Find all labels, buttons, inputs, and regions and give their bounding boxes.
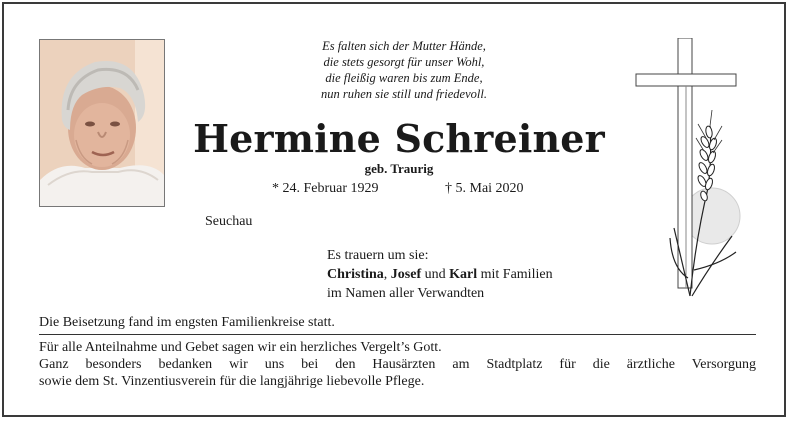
mourners-suffix: mit Familien: [477, 267, 553, 282]
thanks-line: Ganz besonders bedanken wir uns bei den Hausärzten am Stadtplatz für die ärztliche Versorgung: [39, 357, 756, 372]
thanks-text: [39, 339, 756, 390]
mourner-name: Karl: [449, 267, 478, 282]
maiden-name: geb. Traurig: [364, 161, 434, 176]
birth-date: * 24. Februar 1929: [272, 181, 379, 196]
separator: ,: [383, 267, 388, 282]
verse-line: die stets gesorgt für unser Wohl,: [323, 55, 485, 69]
portrait-image: [40, 40, 164, 206]
mourners-block: [327, 246, 553, 303]
portrait-photo: [39, 39, 165, 207]
mourner-name: Christina: [327, 267, 384, 282]
verse-line: die fleißig waren bis zum Ende,: [325, 71, 483, 85]
mourners-intro: Es trauern um sie:: [327, 248, 429, 263]
obituary-notice: [2, 2, 786, 417]
residence-place: Seuchau: [205, 214, 253, 229]
verse-line: Es falten sich der Mutter Hände,: [322, 39, 486, 53]
thanks-line: sowie dem St. Vinzentiusverein für die langjährige liebevolle Pflege.: [39, 374, 425, 389]
deceased-name: Hermine Schreiner: [193, 116, 605, 161]
separator: und: [421, 267, 450, 282]
mourners-relatives: im Namen aller Verwandten: [327, 286, 485, 301]
verse-line: nun ruhen sie still und friedevoll.: [321, 87, 487, 101]
cross-with-wheat-icon: [632, 38, 742, 300]
death-date: † 5. Mai 2020: [445, 181, 524, 196]
divider: [39, 334, 756, 335]
memorial-verse: [244, 38, 564, 102]
mourner-name: Josef: [390, 267, 422, 282]
mourners-names: [327, 265, 553, 284]
thanks-line: Für alle Anteilnahme und Gebet sagen wir ein herzliches Vergelt’s Gott.: [39, 340, 442, 355]
burial-note: Die Beisetzung fand im engsten Familienkreise statt.: [39, 315, 335, 330]
